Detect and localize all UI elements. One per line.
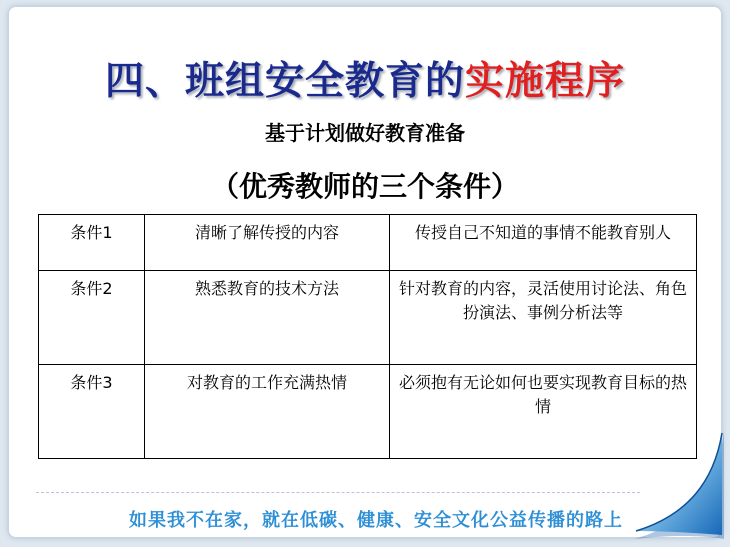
footer-slogan: 如果我不在家，就在低碳、健康、安全文化公益传播的路上	[129, 510, 623, 531]
conditions-table	[38, 214, 697, 459]
subtitle: 基于计划做好教育准备	[265, 121, 465, 145]
slide-title	[0, 50, 730, 106]
paren-heading: （优秀教师的三个条件）	[210, 170, 519, 203]
row-condition: 对教育的工作充满热情	[145, 365, 390, 459]
row-label: 条件2	[39, 271, 145, 365]
footer-divider	[36, 492, 640, 493]
row-condition: 清晰了解传授的内容	[145, 215, 390, 271]
row-note: 必须抱有无论如何也要实现教育目标的热情	[390, 365, 697, 459]
table-row	[39, 365, 697, 459]
row-note: 针对教育的内容，灵活使用讨论法、角色扮演法、事例分析法等	[390, 271, 697, 365]
slide-title-main: 四、班组安全教育的	[104, 59, 465, 104]
row-label: 条件1	[39, 215, 145, 271]
slide-title-accent: 实施程序	[465, 59, 626, 104]
row-note: 传授自己不知道的事情不能教育别人	[390, 215, 697, 271]
row-condition: 熟悉教育的技术方法	[145, 271, 390, 365]
table-row	[39, 215, 697, 271]
table-row	[39, 271, 697, 365]
page-curl-icon	[630, 431, 724, 541]
row-label: 条件3	[39, 365, 145, 459]
